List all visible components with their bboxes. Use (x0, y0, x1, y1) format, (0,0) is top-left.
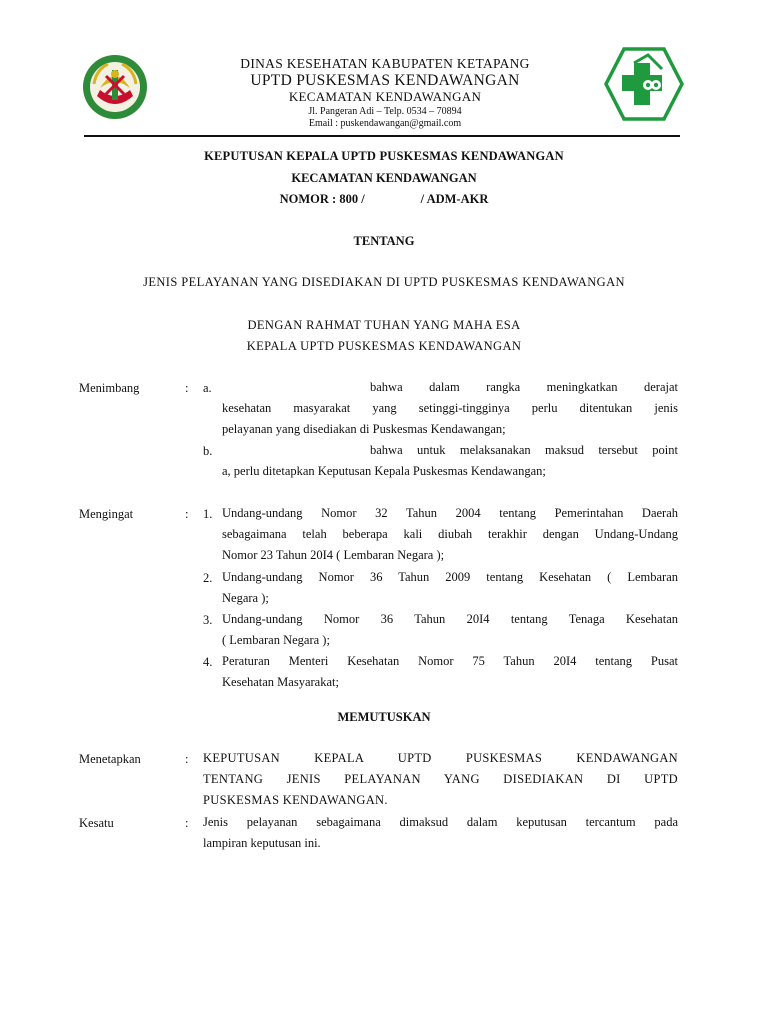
mengingat-1-line1: Undang-undang Nomor 32 Tahun 2004 tentang Pemerintahan Daerah (222, 506, 678, 520)
kesatu-label: Kesatu (79, 816, 114, 830)
menimbang-marker-a: a. (203, 381, 212, 395)
kabupaten-ketapang-emblem-icon (82, 54, 148, 120)
menimbang-b-first: bahwa untuk melaksanakan maksud tersebut point (370, 443, 678, 457)
menetapkan-label: Menetapkan (79, 752, 141, 766)
rahmat-line: DENGAN RAHMAT TUHAN YANG MAHA ESA (247, 318, 521, 332)
kesatu-line1: Jenis pelayanan sebagaimana dimaksud dalam keputusan tercantum pada (203, 815, 678, 829)
menetapkan-colon: : (185, 752, 189, 766)
menimbang-a-line2: kesehatan masyarakat yang setinggi-tingginya perlu ditentukan jenis (222, 401, 678, 415)
mengingat-marker-2: 2. (203, 571, 213, 585)
tentang-heading: TENTANG (353, 234, 415, 248)
mengingat-marker-3: 3. (203, 613, 213, 627)
mengingat-marker-1: 1. (203, 507, 213, 521)
letterhead-agency: DINAS KESEHATAN KABUPATEN KETAPANG (240, 56, 530, 71)
mengingat-2-line1: Undang-undang Nomor 36 Tahun 2009 tentang Kesehatan ( Lembaran (222, 570, 678, 584)
menimbang-marker-b: b. (203, 444, 213, 458)
kepala-line: KEPALA UPTD PUSKESMAS KENDAWANGAN (246, 339, 522, 353)
mengingat-1-line2: sebagaimana telah beberapa kali diubah terakhir dengan Undang-Undang (222, 527, 678, 541)
letterhead-email: Email : puskendawangan@gmail.com (308, 118, 462, 129)
mengingat-marker-4: 4. (203, 655, 213, 669)
decree-title: KEPUTUSAN KEPALA UPTD PUSKESMAS KENDAWANGAN (204, 149, 564, 163)
memutuskan-heading: MEMUTUSKAN (337, 710, 431, 724)
menimbang-b-line2: a, perlu ditetapkan Keputusan Kepala Puskesmas Kendawangan; (222, 464, 546, 478)
mengingat-3-line1: Undang-undang Nomor 36 Tahun 20I4 tentang Tenaga Kesehatan (222, 612, 678, 626)
mengingat-label: Mengingat (79, 507, 134, 521)
decree-number-prefix: NOMOR : 800 / (279, 192, 365, 206)
menimbang-a-line3: pelayanan yang disediakan di Puskesmas Kendawangan; (222, 422, 506, 436)
menimbang-colon: : (185, 381, 189, 395)
letterhead (170, 56, 600, 130)
decree-number-suffix: / ADM-AKR (420, 192, 489, 206)
menimbang-label: Menimbang (79, 381, 140, 395)
mengingat-4-line1: Peraturan Menteri Kesehatan Nomor 75 Tahun 20I4 tentang Pusat (222, 654, 678, 668)
letterhead-district: KECAMATAN KENDAWANGAN (288, 89, 482, 104)
decree-subtitle: KECAMATAN KENDAWANGAN (291, 171, 477, 185)
letterhead-unit: UPTD PUSKESMAS KENDAWANGAN (250, 72, 520, 89)
letterhead-divider (84, 135, 680, 137)
decree-number (0, 192, 768, 207)
menetapkan-line1: KEPUTUSAN KEPALA UPTD PUSKESMAS KENDAWANGAN (203, 751, 678, 765)
puskesmas-logo-icon (604, 47, 684, 121)
letterhead-address: Jl. Pangeran Adi – Telp. 0534 – 70894 (308, 106, 462, 117)
mengingat-2-line2: Negara ); (222, 591, 269, 605)
menetapkan-line2: TENTANG JENIS PELAYANAN YANG DISEDIAKAN DI UPTD (203, 772, 678, 786)
kesatu-colon: : (185, 816, 189, 830)
decree-subject: JENIS PELAYANAN YANG DISEDIAKAN DI UPTD PUSKESMAS KENDAWANGAN (143, 275, 625, 289)
menimbang-a-first: bahwa dalam rangka meningkatkan derajat (370, 380, 678, 394)
menetapkan-line3: PUSKESMAS KENDAWANGAN. (203, 793, 388, 807)
kesatu-line2: lampiran keputusan ini. (203, 836, 321, 850)
mengingat-4-line2: Kesehatan Masyarakat; (222, 675, 339, 689)
mengingat-colon: : (185, 507, 189, 521)
mengingat-3-line2: ( Lembaran Negara ); (222, 633, 330, 647)
mengingat-1-line3: Nomor 23 Tahun 20I4 ( Lembaran Negara ); (222, 548, 445, 562)
